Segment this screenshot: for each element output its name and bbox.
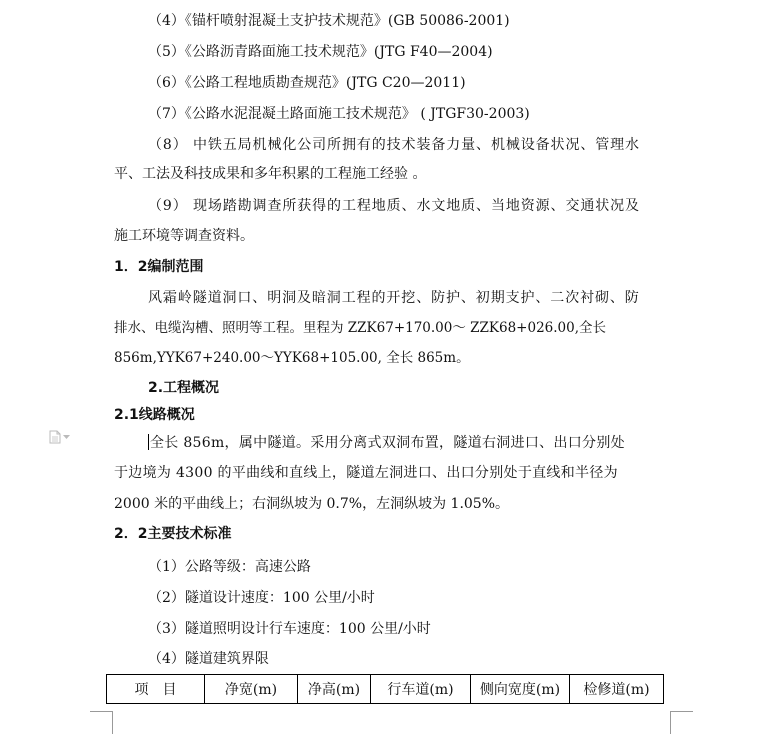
- table-header-cell: 侧向宽度(m): [471, 675, 570, 704]
- page-icon: [49, 430, 61, 444]
- heading-2: 2.工程概况: [148, 380, 220, 396]
- ref-item-8-line2: 平、工法及科技成果和多年积累的工程施工经验 。: [114, 166, 427, 182]
- ref-item-4: （4）《锚杆喷射混凝土支护技术规范》(GB 50086-2001): [148, 13, 510, 29]
- scope-line1: 风霜岭隧道洞口、明洞及暗洞工程的开挖、防护、初期支护、二次衬砌、防: [148, 290, 640, 306]
- clearance-table: [106, 674, 664, 704]
- ref-item-6: （6）《公路工程地质勘查规范》(JTG C20—2011): [148, 75, 466, 91]
- route-line1-wrap: [148, 433, 625, 453]
- route-line1: 全长 856m，属中隧道。采用分离式双洞布置，隧道右洞进口、出口分别处: [150, 435, 625, 451]
- scope-line2: 排水、电缆沟槽、照明等工程。里程为 ZZK67+170.00～ ZZK68+026.00,全长: [114, 320, 607, 336]
- heading-2-2: 2．2主要技术标准: [114, 526, 232, 542]
- ref-item-5: （5）《公路沥青路面施工技术规范》(JTG F40—2004): [148, 44, 493, 60]
- text-cursor: [148, 434, 149, 450]
- standard-item-4: （4）隧道建筑界限: [148, 651, 269, 667]
- standard-item-3: （3）隧道照明设计行车速度：100 公里/小时: [148, 621, 431, 637]
- page-corner-mark-left: [90, 711, 113, 734]
- ref-item-9-line2: 施工环境等调查资料。: [114, 228, 254, 244]
- ref-item-9-line1: （9） 现场踏勘调查所获得的工程地质、水文地质、当地资源、交通状况及: [148, 198, 640, 214]
- ref-item-8-line1: （8） 中铁五局机械化公司所拥有的技术装备力量、机械设备状况、管理水: [148, 137, 640, 153]
- ref-item-7: （7）《公路水泥混凝土路面施工技术规范》 ( JTGF30-2003): [148, 106, 530, 122]
- route-line3: 2000 米的平曲线上；右洞纵坡为 0.7%，左洞纵坡为 1.05%。: [114, 496, 510, 512]
- table-header-cell: 行车道(m): [371, 675, 471, 704]
- route-line2: 于边境为 4300 的平曲线和直线上，隧道左洞进口、出口分别处于直线和半径为: [114, 465, 618, 481]
- chevron-down-icon: [63, 435, 70, 440]
- heading-2-1: 2.1线路概况: [114, 407, 195, 423]
- page-corner-mark-right: [670, 711, 693, 734]
- table-header-row: [107, 675, 664, 704]
- scope-line3: 856m,YYK67+240.00～YYK68+105.00, 全长 865m。: [114, 350, 470, 366]
- standard-item-1: （1）公路等级：高速公路: [148, 559, 311, 575]
- document-icon[interactable]: [49, 430, 75, 444]
- standard-item-2: （2）隧道设计速度：100 公里/小时: [148, 590, 375, 606]
- table-header-cell: 项 目: [107, 675, 205, 704]
- table-header-cell: 净宽(m): [205, 675, 298, 704]
- table-header-cell: 净高(m): [298, 675, 371, 704]
- table-header-cell: 检修道(m): [570, 675, 664, 704]
- heading-1-2: 1．2编制范围: [114, 259, 204, 275]
